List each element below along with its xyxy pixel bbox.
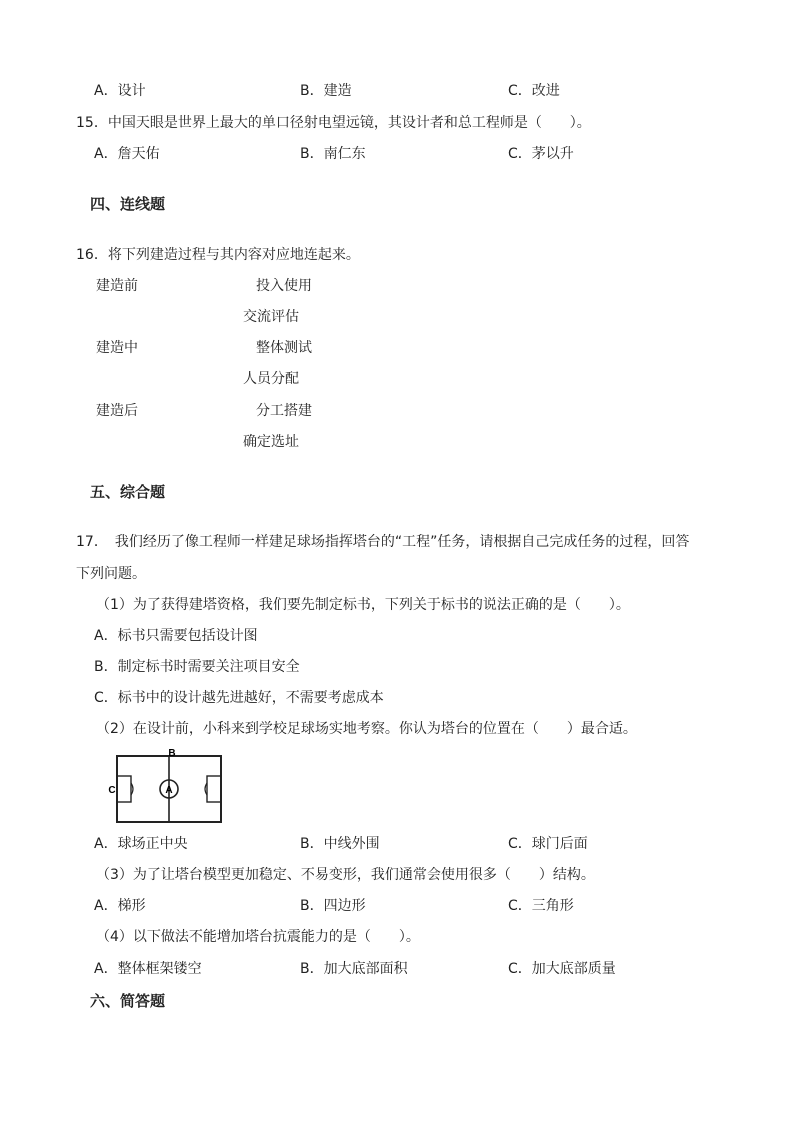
q16-right-item: 确定选址 bbox=[243, 434, 299, 450]
q17-2-option-a: A．球场正中央 bbox=[94, 836, 188, 852]
section-4-heading: 四、连线题 bbox=[90, 195, 166, 213]
q17-1-option-c: C．标书中的设计越先进越好，不需要考虑成本 bbox=[94, 690, 384, 706]
q17-3-stem: （3）为了让塔台模型更加稳定、不易变形，我们通常会使用很多（ ）结构。 bbox=[96, 867, 595, 883]
q17-stem-line-2: 下列问题。 bbox=[76, 566, 146, 582]
q15-stem: 15．中国天眼是世界上最大的单口径射电望远镜，其设计者和总工程师是（ ）。 bbox=[76, 115, 591, 131]
section-6-heading: 六、简答题 bbox=[90, 992, 166, 1010]
q15-option-c: C．茅以升 bbox=[508, 146, 574, 162]
field-label-b: B bbox=[168, 748, 176, 759]
section-5-heading: 五、综合题 bbox=[90, 483, 166, 501]
field-label-c: C bbox=[108, 785, 116, 796]
q16-left-item: 建造后 bbox=[96, 403, 138, 419]
left-goal-box bbox=[117, 776, 131, 802]
q17-4-option-a: A．整体框架镂空 bbox=[94, 961, 202, 977]
q17-3-option-c: C．三角形 bbox=[508, 898, 574, 914]
q17-2-stem: （2）在设计前，小科来到学校足球场实地考察。你认为塔台的位置在（ ）最合适。 bbox=[96, 721, 637, 737]
q16-right-item: 投入使用 bbox=[256, 278, 312, 294]
q16-left-item: 建造前 bbox=[96, 278, 138, 294]
q16-right-item: 人员分配 bbox=[243, 371, 299, 387]
q14-option-a: A．设计 bbox=[94, 83, 146, 99]
q17-3-option-a: A．梯形 bbox=[94, 898, 146, 914]
q17-4-option-c: C．加大底部质量 bbox=[508, 961, 616, 977]
q17-2-option-b: B．中线外围 bbox=[300, 836, 380, 852]
q16-right-item: 交流评估 bbox=[243, 309, 299, 325]
field-label-a: A bbox=[165, 785, 173, 796]
q16-right-item: 整体测试 bbox=[256, 340, 312, 356]
q17-4-option-b: B．加大底部面积 bbox=[300, 961, 408, 977]
q15-option-a: A．詹天佑 bbox=[94, 146, 160, 162]
q14-option-c: C．改进 bbox=[508, 83, 560, 99]
q17-3-option-b: B．四边形 bbox=[300, 898, 366, 914]
q17-2-option-c: C．球门后面 bbox=[508, 836, 588, 852]
q14-option-b: B．建造 bbox=[300, 83, 352, 99]
q16-stem: 16．将下列建造过程与其内容对应地连起来。 bbox=[76, 247, 360, 263]
soccer-field-diagram bbox=[104, 748, 228, 828]
right-goal-box bbox=[207, 776, 221, 802]
q17-stem-line-1: 17． 我们经历了像工程师一样建足球场指挥塔台的“工程”任务，请根据自己完成任务的过程，回答 bbox=[76, 534, 690, 550]
q16-left-item: 建造中 bbox=[96, 340, 138, 356]
q16-right-item: 分工搭建 bbox=[256, 403, 312, 419]
q15-option-b: B．南仁东 bbox=[300, 146, 366, 162]
q17-1-option-a: A．标书只需要包括设计图 bbox=[94, 628, 258, 644]
q17-1-stem: （1）为了获得建塔资格，我们要先制定标书，下列关于标书的说法正确的是（ ）。 bbox=[96, 597, 630, 613]
q17-1-option-b: B．制定标书时需要关注项目安全 bbox=[94, 659, 300, 675]
q17-4-stem: （4）以下做法不能增加塔台抗震能力的是（ ）。 bbox=[96, 929, 420, 945]
